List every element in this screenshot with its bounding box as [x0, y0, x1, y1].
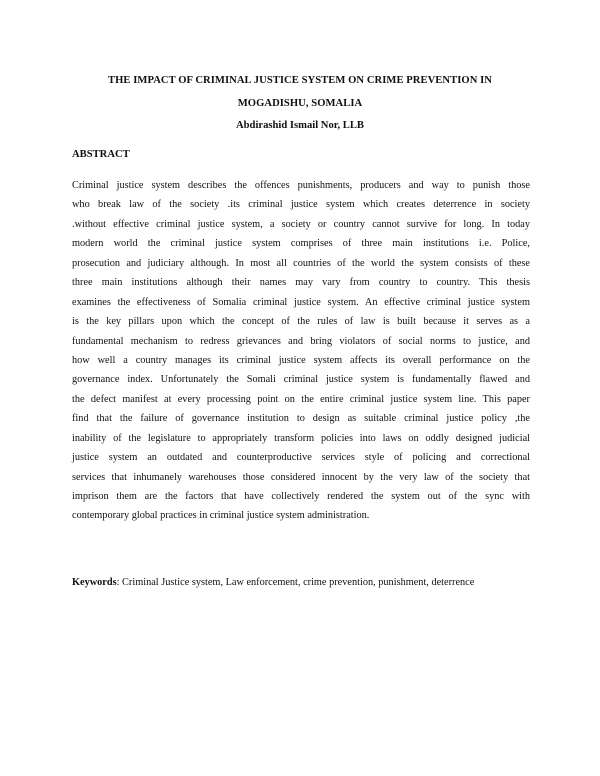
abstract-line: is the key pillars upon which the concept of the rules of law is built because it serves as a — [72, 316, 530, 328]
abstract-line: justice system an outdated and counterproductive services style of policing and correctional — [72, 452, 530, 464]
abstract-line: .without effective criminal justice system, a society or country cannot survive for long. In today — [72, 218, 530, 230]
keywords-label: Keywords — [72, 577, 117, 588]
abstract-body — [72, 176, 530, 526]
paper-title — [60, 69, 540, 115]
abstract-line: Criminal justice system describes the offences punishments, producers and way to punish those — [72, 180, 530, 191]
abstract-line: examines the effectiveness of Somalia criminal justice system. An effective criminal justice system — [72, 296, 530, 308]
keywords — [72, 575, 542, 591]
abstract-line: contemporary global practices in criminal justice system administration. — [72, 510, 370, 522]
abstract-line: the defect manifest at every processing point on the entire criminal justice system line. This paper — [72, 393, 530, 405]
abstract-line: inability of the legislature to appropriately transform policies into laws on oddly designed judicial — [72, 432, 530, 444]
abstract-line: who break law of the society .its criminal justice system which creates deterrence in society — [72, 199, 530, 211]
abstract-line: how well a country manages its criminal justice system affects its overall performance on the — [72, 354, 530, 366]
keywords-text: : Criminal Justice system, Law enforcement, crime prevention, punishment, deterrence — [116, 577, 475, 588]
paper-title-line: MOGADISHU, SOMALIA — [237, 98, 363, 109]
abstract-line: services that inhumanely warehouses those considered innocent by the very law of the society that — [72, 471, 530, 483]
abstract-line: prosecution and judiciary although. In most all countries of the world the system consists of these — [72, 257, 530, 269]
abstract-line: governance index. Unfortunately the Somali criminal justice system is fundamentally flawed and — [72, 374, 530, 386]
abstract-line: find that the failure of governance institution to design as suitable criminal justice policy ,the — [72, 413, 530, 425]
paper-title-line: THE IMPACT OF CRIMINAL JUSTICE SYSTEM ON CRIME PREVENTION IN — [108, 75, 492, 86]
abstract-line: three main institutions although their names may vary from country to country. This thesis — [72, 277, 530, 289]
abstract-line: fundamental mechanism to redress grievances and bring violators of social norms to justice, and — [72, 335, 530, 347]
abstract-line: imprison them are the factors that have collectively rendered the system out of the sync with — [72, 491, 530, 502]
abstract-line: modern world the criminal justice system comprises of three main institutions i.e. Police, — [72, 238, 530, 250]
author-name: Abdirashid Ismail Nor, LLB — [236, 120, 364, 131]
abstract-heading: ABSTRACT — [72, 149, 130, 160]
